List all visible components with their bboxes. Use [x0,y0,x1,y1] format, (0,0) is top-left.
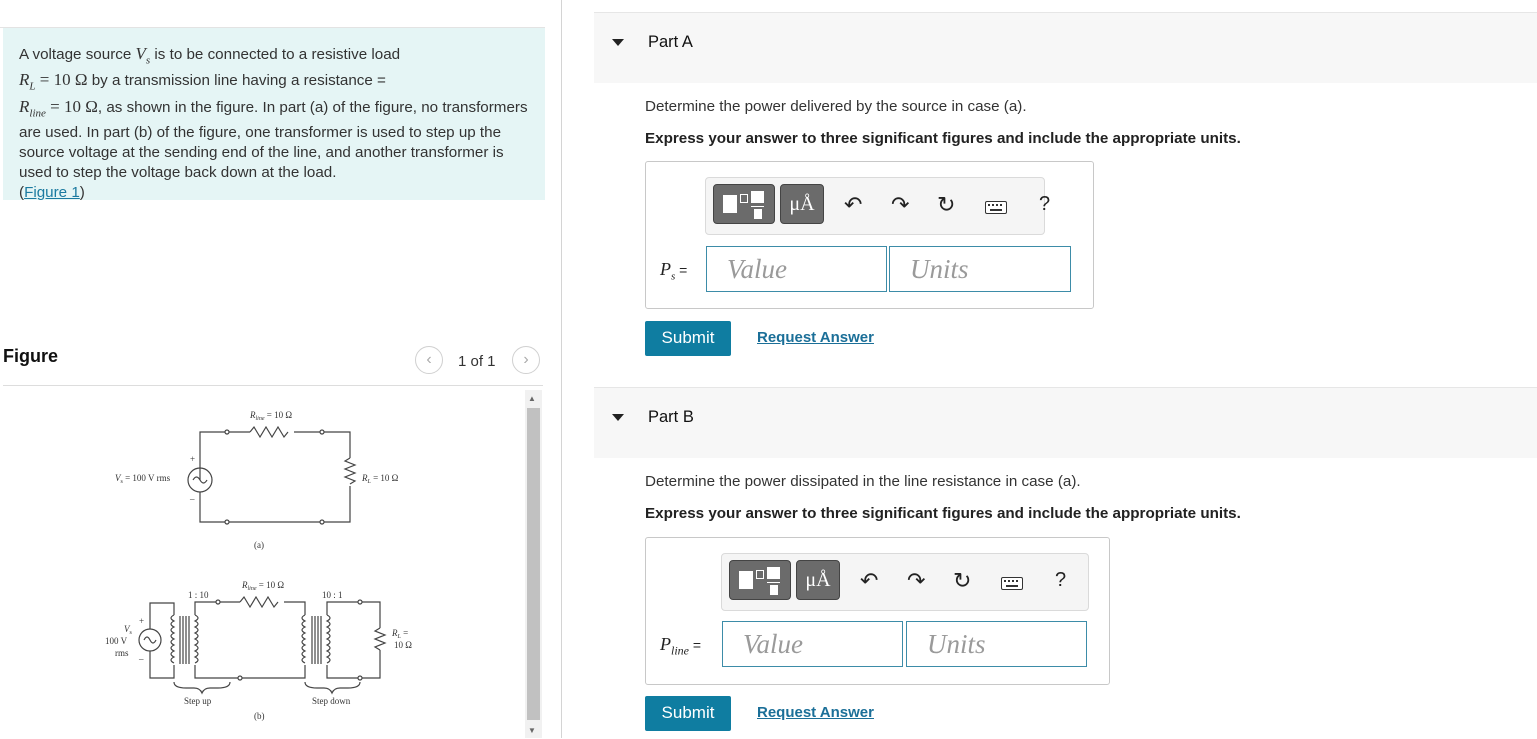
left-panel [0,0,561,738]
problem-statement: A voltage source $V_s$ is to be connected to a resistive load $R_L = 10$ Ω by a transmission line having a resistance = $R_{line} = 10$ Ω, as shown in the figure. In part (a) of the figure, no transformers are used. In part (b) of the figure, one transformer is used to step up the source voltage at the sending end of the line, and another transformer is used to step the voltage back down at the load. (Figure 1) [3,28,545,200]
help-icon[interactable]: ? [1055,569,1067,591]
undo-icon[interactable]: ↶ [860,568,879,593]
problem-text: A voltage source [19,46,136,63]
circuit-b [139,597,385,693]
part-a-title: Part A [648,33,693,51]
problem-text: , as shown in the figure. In part (a) of the figure, no transformers are used. In part (b) of the figure, one transformer is used to step up the source voltage at the sending end of the line, and another transformer is used to step the voltage back down at the load. [19,98,528,182]
rline-expression: $R_{line} = 10$ Ω [19,96,98,120]
reset-icon[interactable]: ↻ [937,192,956,217]
part-b-answer-box [645,537,1110,685]
minus-sign: – [190,494,195,504]
scroll-down-arrow-icon[interactable]: ▼ [528,726,536,735]
part-a-math-toolbar [705,177,1051,235]
circuit-figure [100,400,430,730]
rl-expression: $R_L = 10$ Ω [19,70,88,93]
problem-text: by a transmission line having a resistance = [87,72,386,90]
circuit-b-vs-label: $V_s$ [124,624,132,636]
step-up-label: Step up [184,696,212,706]
part-b-value-input[interactable]: Value [722,621,903,667]
part-b-submit-button[interactable]: Submit [645,696,731,731]
reset-icon[interactable]: ↻ [953,568,972,593]
turns-ratio-label: 1 : 10 [188,590,209,600]
fraction-template-icon[interactable] [729,560,791,600]
vs-symbol: $V_s$ [135,44,151,67]
turns-ratio-label: 10 : 1 [322,590,343,600]
part-a-variable-label: $P_s$ = [660,259,688,283]
circuit-a-caption: (a) [254,540,264,550]
fraction-template-icon[interactable] [713,184,775,224]
source-voltage-label: 100 V [105,636,128,646]
part-b-units-input[interactable]: Units [906,621,1087,667]
circuit-b-rline-label: $R_{line} = 10$ Ω [242,580,285,592]
problem-text: is to be connected to a resistive load [150,46,401,63]
redo-icon[interactable]: ↷ [907,568,926,593]
chevron-left-icon[interactable]: ‹ [415,346,443,374]
figure-link[interactable]: Figure 1 [24,184,80,202]
part-b-math-toolbar [721,553,1089,611]
part-a-header[interactable] [594,12,1537,83]
part-b-request-answer-link[interactable]: Request Answer [757,704,874,721]
part-a-units-input[interactable]: Units [889,246,1071,292]
keyboard-icon[interactable] [1001,577,1023,590]
collapse-caret-icon[interactable] [612,39,624,46]
scroll-up-arrow-icon[interactable]: ▲ [528,394,536,403]
circuit-a [188,427,355,524]
figure-count: 1 of 1 [458,353,496,370]
pane-divider [561,0,562,738]
keyboard-icon[interactable] [985,201,1007,214]
part-a-value-input[interactable]: Value [706,246,887,292]
units-icon[interactable]: μÅ [780,184,824,224]
undo-icon[interactable]: ↶ [844,192,863,217]
circuit-a-rline-label: $R_{line} = 10$ Ω [250,410,293,422]
circuit-b-caption: (b) [254,711,265,721]
chevron-right-icon[interactable]: › [512,346,540,374]
plus-sign: + [139,616,145,626]
collapse-caret-icon[interactable] [612,414,624,421]
redo-icon[interactable]: ↷ [891,192,910,217]
help-icon[interactable]: ? [1039,193,1051,215]
part-b-question: Determine the power dissipated in the line resistance in case (a). [645,473,1081,490]
part-a-question: Determine the power delivered by the source in case (a). [645,98,1027,115]
circuit-a-vs-label: $V_s = 100$ V rms [115,473,171,485]
circuit-a-rl-label: $R_L = 10$ Ω [362,473,399,485]
units-icon[interactable]: μÅ [796,560,840,600]
part-b-variable-label: $P_{line}$ = [660,634,702,658]
part-b-header[interactable] [594,387,1537,458]
figure-scrollbar-thumb[interactable] [527,408,540,720]
circuit-b-rl-label: $R_L$ = [392,628,409,640]
part-b-title: Part B [648,408,694,426]
plus-sign: + [190,454,196,464]
circuit-b-rl-value: 10 Ω [394,640,412,650]
part-a-instruction: Express your answer to three significant figures and include the appropriate units. [645,130,1241,147]
rms-label: rms [115,648,129,658]
minus-sign: – [139,654,144,664]
part-a-request-answer-link[interactable]: Request Answer [757,329,874,346]
part-a-submit-button[interactable]: Submit [645,321,731,356]
part-a-answer-box [645,161,1094,309]
figure-title: Figure [3,346,59,366]
step-down-label: Step down [312,696,351,706]
part-b-instruction: Express your answer to three significant figures and include the appropriate units. [645,505,1241,522]
